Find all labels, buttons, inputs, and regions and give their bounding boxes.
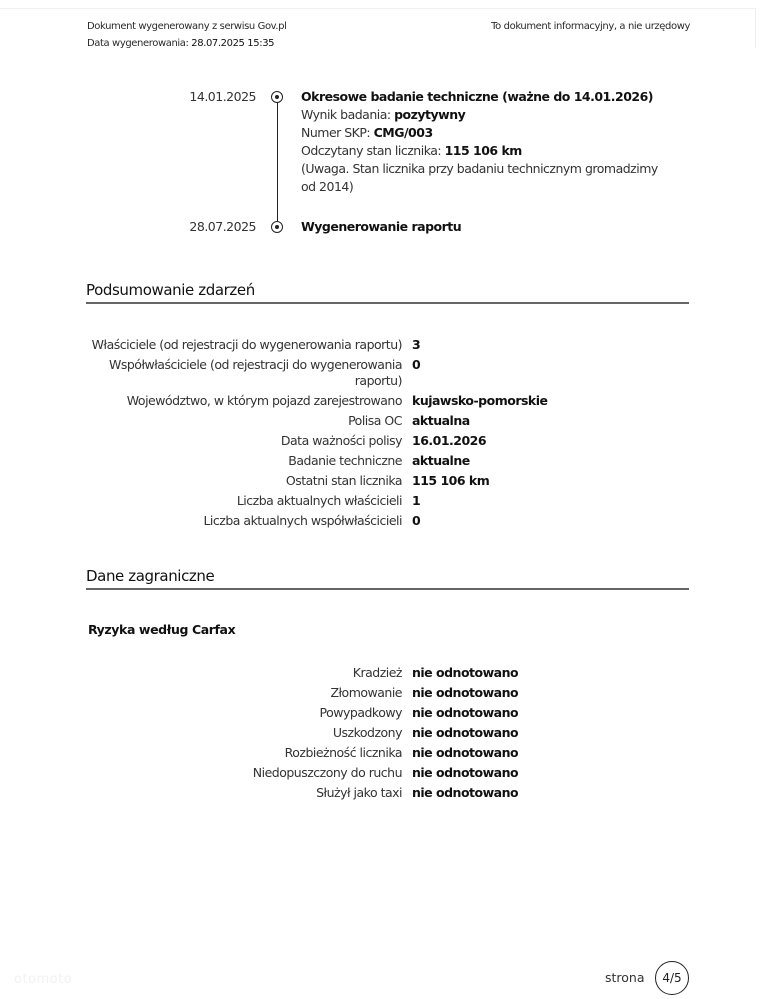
row-value: 1 (412, 493, 421, 508)
timeline-event (0, 88, 772, 196)
carfax-row (0, 743, 772, 763)
carfax-row (0, 783, 772, 803)
row-label: Złomowanie (330, 685, 402, 700)
row-value: kujawsko-pomorskie (412, 393, 548, 408)
scan-edge (0, 8, 755, 9)
row-label: Ostatni stan licznika (285, 473, 402, 488)
carfax-row (0, 723, 772, 743)
timeline-marker (256, 88, 301, 106)
document-header (87, 18, 287, 52)
timeline-marker (256, 218, 301, 236)
timeline-event-body (301, 88, 671, 196)
row-value: 0 (412, 357, 421, 372)
section-foreign (86, 567, 689, 590)
timeline-line (277, 97, 279, 227)
row-value: nie odnotowano (412, 725, 519, 740)
page-label: strona (605, 970, 645, 985)
row-label: Kradzież (352, 665, 402, 680)
row-value: nie odnotowano (412, 765, 519, 780)
summary-table (0, 335, 772, 531)
summary-row (0, 431, 772, 451)
row-label: Polisa OC (348, 413, 402, 428)
timeline (0, 88, 772, 236)
timeline-dot-icon (271, 221, 283, 233)
row-value: nie odnotowano (412, 745, 519, 760)
timeline-date: 28.07.2025 (189, 219, 256, 234)
row-label: Powypadkowy (319, 705, 402, 720)
row-value: 3 (412, 337, 421, 352)
timeline-dot-icon (271, 91, 283, 103)
row-value: nie odnotowano (412, 665, 519, 680)
carfax-row (0, 763, 772, 783)
carfax-row (0, 663, 772, 683)
row-label: Liczba aktualnych właścicieli (236, 493, 402, 508)
row-label: Rozbieżność licznika (284, 745, 402, 760)
row-label: Liczba aktualnych współwłaścicieli (203, 513, 402, 528)
event-detail (301, 142, 671, 160)
row-value: nie odnotowano (412, 785, 519, 800)
source-site: Gov.pl (257, 21, 287, 32)
detail-value: 115 106 km (444, 143, 522, 158)
watermark: otomoto (14, 972, 73, 987)
row-label: Data ważności polisy (280, 433, 402, 448)
row-label: Niedopuszczony do ruchu (252, 765, 402, 780)
event-title: Wygenerowanie raportu (301, 219, 462, 234)
section-summary (86, 281, 689, 304)
row-label: Współwłaściciele (od rejestracji do wygenerowania raportu) (109, 357, 402, 388)
generated-line (87, 35, 287, 52)
row-value: 115 106 km (412, 473, 490, 488)
row-value: 16.01.2026 (412, 433, 487, 448)
generated-value: 28.07.2025 15:35 (191, 38, 275, 49)
event-note: (Uwaga. Stan licznika przy badaniu technicznym gromadzimy od 2014) (301, 161, 658, 194)
section-title-summary: Podsumowanie zdarzeń (86, 281, 255, 299)
row-label: Województwo, w którym pojazd zarejestrowano (126, 393, 402, 408)
detail-label: Wynik badania: (301, 107, 395, 122)
scan-edge (755, 8, 756, 48)
event-title: Okresowe badanie techniczne (ważne do 14.01.2026) (301, 89, 654, 104)
row-label: Badanie techniczne (288, 453, 402, 468)
summary-row (0, 411, 772, 431)
section-divider (86, 302, 689, 304)
summary-row (0, 391, 772, 411)
row-value: aktualne (412, 453, 470, 468)
detail-value: pozytywny (394, 107, 466, 122)
detail-value: CMG/003 (373, 125, 433, 140)
summary-row (0, 511, 772, 531)
row-value: 0 (412, 513, 421, 528)
summary-row (0, 491, 772, 511)
detail-label: Numer SKP: (301, 125, 374, 140)
event-detail (301, 106, 671, 124)
timeline-date: 14.01.2025 (189, 89, 256, 104)
timeline-event (0, 218, 772, 236)
section-title-foreign: Dane zagraniczne (86, 567, 215, 585)
row-label: Właściciele (od rejestracji do wygenerowania raportu) (91, 337, 402, 352)
detail-label: Odczytany stan licznika: (301, 143, 445, 158)
summary-row (0, 471, 772, 491)
carfax-subtitle: Ryzyka według Carfax (88, 622, 236, 637)
event-detail (301, 124, 671, 142)
row-value: aktualna (412, 413, 470, 428)
source-prefix: Dokument wygenerowany z serwisu (87, 21, 258, 32)
summary-row (0, 335, 772, 355)
summary-row (0, 451, 772, 471)
carfax-row (0, 703, 772, 723)
page-number: 4/5 (662, 971, 682, 985)
generated-label: Data wygenerowania: (87, 38, 192, 49)
carfax-table (0, 663, 772, 803)
timeline-event-body (301, 218, 671, 236)
carfax-row (0, 683, 772, 703)
document-notice: To dokument informacyjny, a nie urzędowy (491, 21, 690, 32)
summary-row (0, 355, 772, 391)
row-value: nie odnotowano (412, 705, 519, 720)
row-value: nie odnotowano (412, 685, 519, 700)
source-line (87, 18, 287, 35)
section-divider (86, 588, 689, 590)
row-label: Służył jako taxi (316, 785, 402, 800)
page-number-badge (655, 961, 689, 995)
row-label: Uszkodzony (332, 725, 402, 740)
